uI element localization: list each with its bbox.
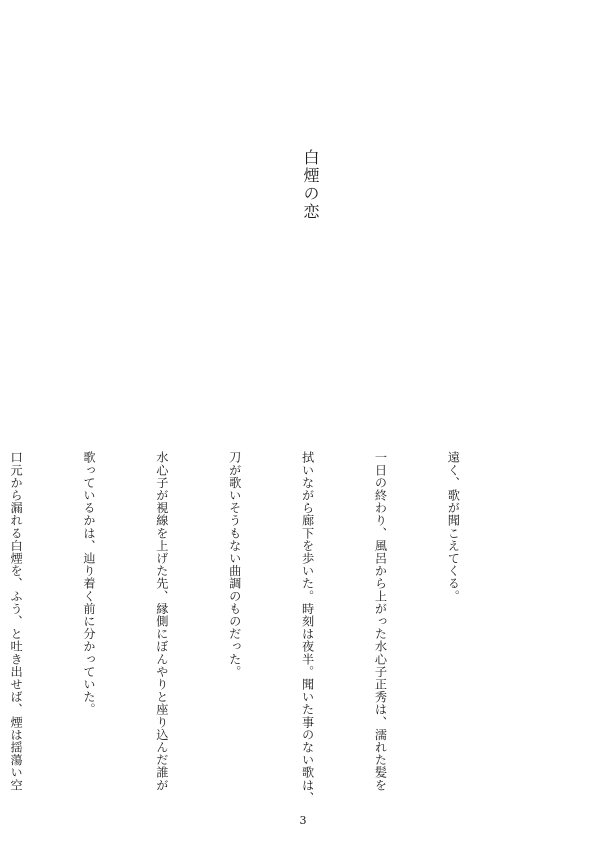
text-line: 口元から漏れる白煙を、ふう、と吐き出せば、煙は揺蕩い空 — [9, 451, 24, 792]
text-line: 水心子が視線を上げた先、縁側にぼんやりと座り込んだ誰が — [154, 451, 169, 792]
text-line: 刀が歌いそうもない曲調のものだった。 — [227, 451, 242, 678]
body-text — [0, 451, 514, 821]
text-line: 一日の終わり、風呂から上がった水心子正秀は、濡れた髪を — [373, 451, 388, 792]
text-line: 遠く、歌が聞こえてくる。 — [446, 451, 461, 603]
text-line: 歌っているかは、辿り着く前に分かっていた。 — [81, 451, 96, 716]
chapter-title: 白煙の恋 — [301, 149, 320, 221]
page-number: 3 — [299, 814, 307, 827]
text-line: 拭いながら廊下を歩いた。時刻は夜半。聞いた事のない歌は、 — [300, 451, 315, 804]
